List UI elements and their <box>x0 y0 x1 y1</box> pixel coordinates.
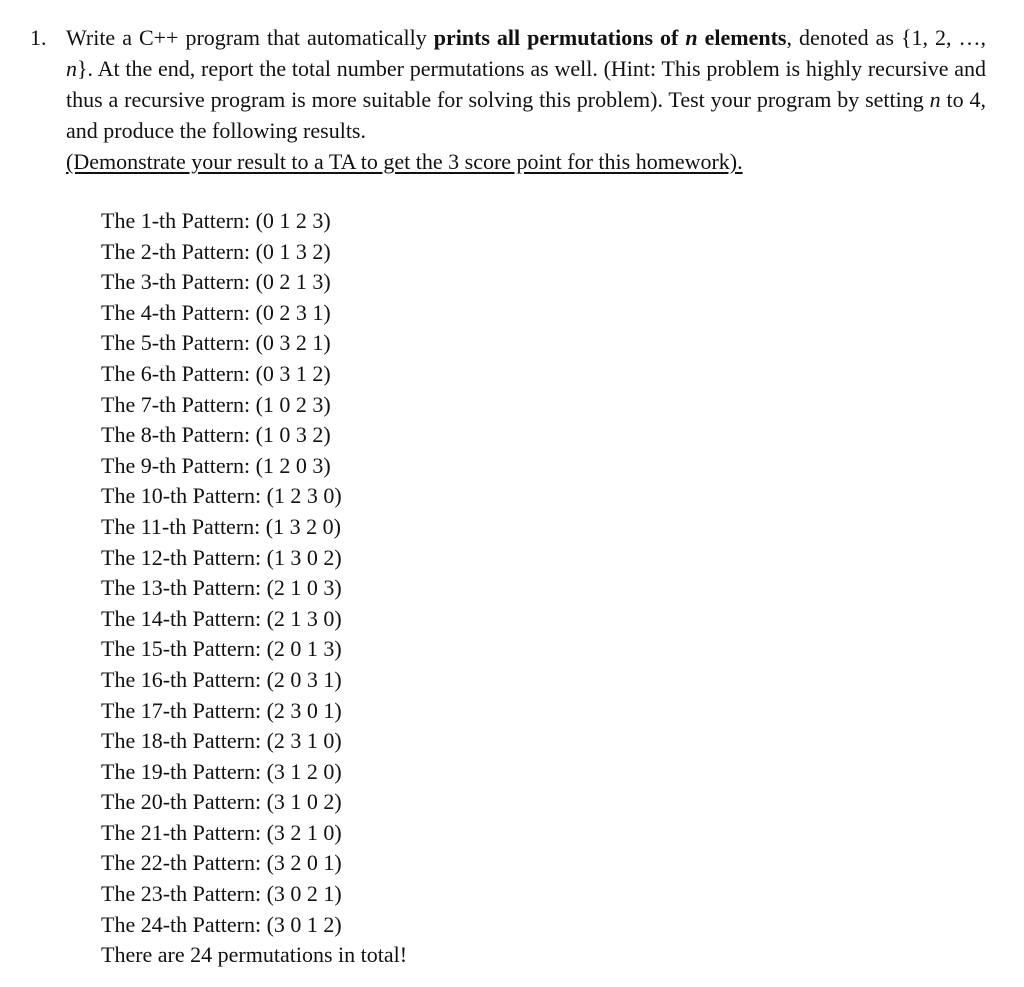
output-line: The 17-th Pattern: (2 3 0 1) <box>101 697 342 723</box>
output-line: The 2-th Pattern: (0 1 3 2) <box>101 238 331 264</box>
problem-body <box>66 22 986 177</box>
output-line: The 9-th Pattern: (1 2 0 3) <box>101 452 331 478</box>
hint-text: }. At the end, report the total number permutations as well. (Hint: This problem is highly recursive and thus a recursive program is more suitable for solving this problem). Test your program by setting <box>66 56 986 112</box>
output-line: The 7-th Pattern: (1 0 2 3) <box>101 391 331 417</box>
output-line: The 5-th Pattern: (0 3 2 1) <box>101 330 331 356</box>
output-line: The 19-th Pattern: (3 1 2 0) <box>101 758 342 784</box>
output-line: The 16-th Pattern: (2 0 3 1) <box>101 666 342 692</box>
output-line: The 4-th Pattern: (0 2 3 1) <box>101 299 331 325</box>
program-output <box>101 206 407 971</box>
output-line: The 1-th Pattern: (0 1 2 3) <box>101 208 331 233</box>
problem-statement <box>30 22 986 177</box>
output-line: The 15-th Pattern: (2 0 1 3) <box>101 636 342 662</box>
output-total-line: There are 24 permutations in total! <box>101 942 408 968</box>
output-line: The 14-th Pattern: (2 1 3 0) <box>101 605 342 631</box>
set-intro-text: , denoted as {1, 2, …, <box>786 25 987 50</box>
bold-prefix: prints all permutations of <box>433 25 686 50</box>
bold-suffix: elements <box>697 25 787 50</box>
output-line: The 6-th Pattern: (0 3 1 2) <box>101 360 331 386</box>
output-line: The 20-th Pattern: (3 1 0 2) <box>101 789 342 815</box>
output-line: The 24-th Pattern: (3 0 1 2) <box>101 911 342 937</box>
bold-requirement <box>434 25 787 50</box>
intro-text: Write a C++ program that automatically <box>66 25 434 50</box>
test-text: to 4, and produce the following results. <box>66 87 986 143</box>
output-line: The 3-th Pattern: (0 2 1 3) <box>101 269 331 295</box>
output-line: The 23-th Pattern: (3 0 2 1) <box>101 881 342 907</box>
output-line: The 10-th Pattern: (1 2 3 0) <box>101 483 342 509</box>
output-line: The 8-th Pattern: (1 0 3 2) <box>101 422 331 448</box>
problem-number: 1. <box>30 25 47 50</box>
test-variable: n <box>929 87 941 112</box>
output-line: The 12-th Pattern: (1 3 0 2) <box>101 544 342 570</box>
bold-variable: n <box>685 25 698 50</box>
set-variable: n <box>66 56 77 81</box>
demo-note: (Demonstrate your result to a TA to get the 3 score point for this homework). <box>66 149 743 174</box>
output-line: The 11-th Pattern: (1 3 2 0) <box>101 513 341 539</box>
output-line: The 18-th Pattern: (2 3 1 0) <box>101 728 342 754</box>
output-line: The 22-th Pattern: (3 2 0 1) <box>101 850 342 876</box>
output-line: The 21-th Pattern: (3 2 1 0) <box>101 819 342 845</box>
output-line: The 13-th Pattern: (2 1 0 3) <box>101 575 342 601</box>
